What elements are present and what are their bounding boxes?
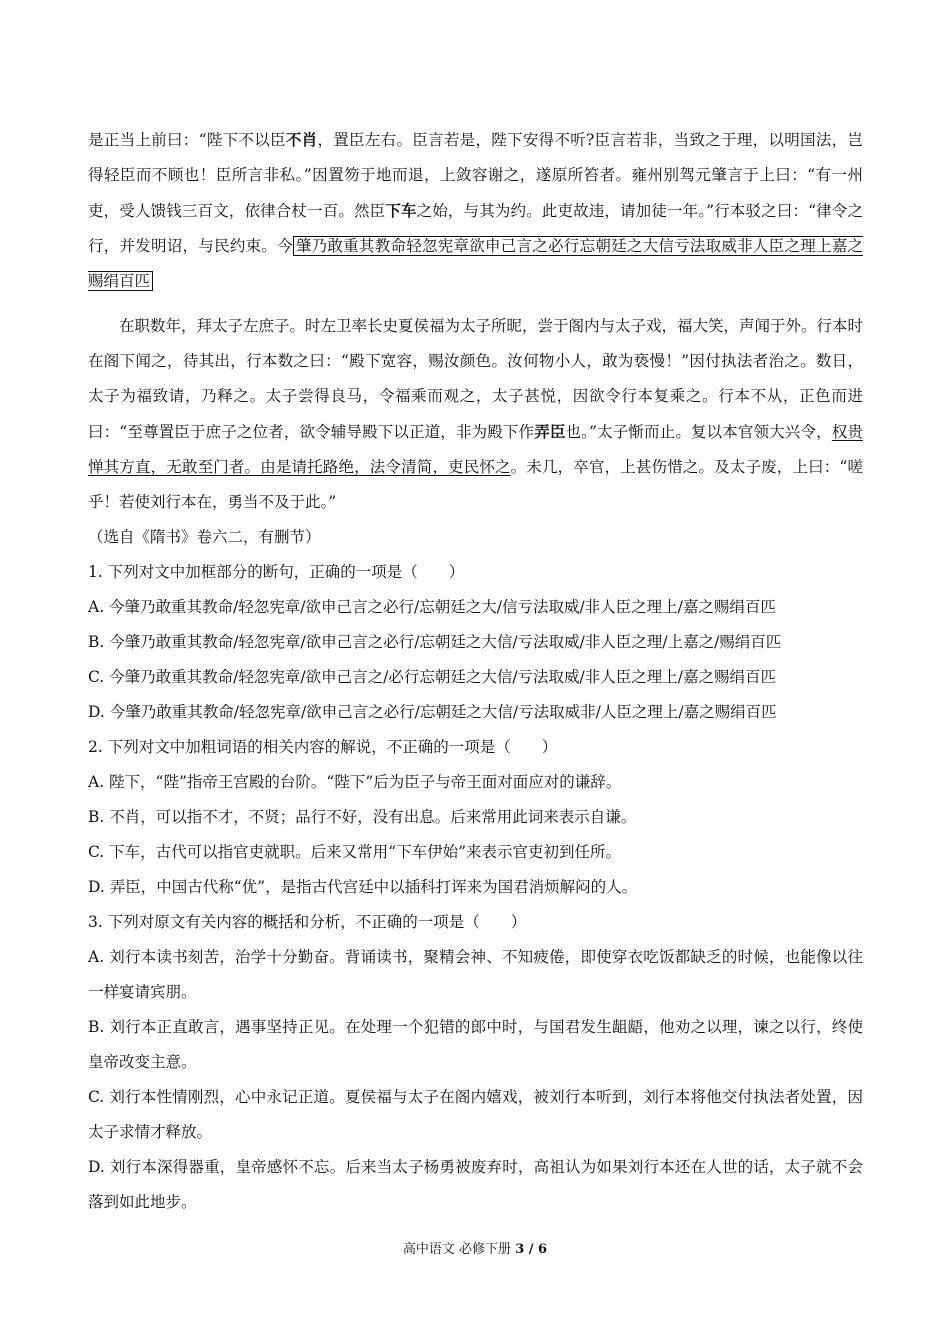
- page-number: 3 / 6: [515, 1242, 548, 1257]
- question-2: [88, 730, 863, 905]
- option-b: B. 刘行本正直敢言，遇事坚持正见。在处理一个犯错的郎中时，与国君发生龃龉，他劝之以理，谏之以行，终使皇帝改变主意。: [88, 1018, 863, 1071]
- boxed-sentence: 肇乃敢重其教命轻忽宪章欲申己言之必行忘朝廷之大信亏法取威非人臣之理上嘉之赐绢百匹: [88, 237, 863, 290]
- bold-term-xiache: 下车: [385, 201, 417, 220]
- option-c: C. 今肇乃敢重其教命/轻忽宪章/欲申己言之/必行忘朝廷之大信/亏法取威/非人臣之理上/嘉之赐绢百匹: [88, 668, 776, 686]
- option-a: A. 刘行本读书刻苦，治学十分勤奋。背诵读书，聚精会神、不知疲倦，即使穿衣吃饭都缺乏的时候，也能像以往一样宴请宾朋。: [88, 948, 863, 1001]
- passage-text: 在职数年，拜太子左庶子。时左卫率长史夏侯福为太子所昵，尝于阁内与太子戏，福大笑，声闻于外。行本时在阁下闻之，待其出，行本数之曰：“殿下宽容，赐汝颜色。汝何物小人，敢为亵慢！”因付执法者治之。数日，太子为福致请，乃释之。太子尝得良马，令福乘而观之，太子甚悦，因欲令行本复乘之。行本不从，正色而进曰：“至尊置臣于庶子之位者，欲令辅导殿下以正道，非为殿下作: [88, 317, 864, 441]
- option-d: D. 刘行本深得器重，皇帝感怀不忘。后来当太子杨勇被废弃时，高祖认为如果刘行本还在人世的话，太子就不会落到如此地步。: [88, 1158, 863, 1211]
- passage-text: 是正当上前曰：“陛下不以臣: [88, 131, 286, 149]
- bold-term-buxiao: 不肖: [285, 130, 318, 149]
- question-stem: 2. 下列对文中加粗词语的相关内容的解说，不正确的一项是（ ）: [88, 738, 558, 756]
- option-d: D. 今肇乃敢重其教命/轻忽宪章/欲申己言之必行/忘朝廷之大信/亏法取威非/人臣之理上/嘉之赐绢百匹: [88, 703, 777, 721]
- footer-label: 高中语文 必修下册: [402, 1242, 516, 1257]
- passage-text: 。未几，卒官，上甚伤惜之。及太子废，上曰：“嗟乎！若使刘行本在，勇当不及于此。”: [88, 458, 863, 511]
- page-content: [88, 122, 863, 1220]
- option-c: C. 刘行本性情刚烈，心中永记正道。夏侯福与太子在阁内嬉戏，被刘行本听到，刘行本将他交付执法者处置，因太子求情才释放。: [88, 1088, 863, 1141]
- bold-term-nongchen: 弄臣: [534, 422, 566, 441]
- option-a: A. 陛下，“陛”指帝王宫殿的台阶。“陛下”后为臣子与帝王面对面应对的谦辞。: [88, 773, 622, 791]
- option-d: D. 弄臣，中国古代称“优”，是指古代宫廷中以插科打诨来为国君消烦解闷的人。: [88, 878, 638, 896]
- question-1: [88, 555, 863, 730]
- option-b: B. 不肖，可以指不才，不贤；品行不好，没有出息。后来常用此词来表示自谦。: [88, 808, 637, 826]
- passage-text: ，置臣左右。臣言若是，陛下安得不听?臣言若非，当致之于理，以明国法，岂得轻臣而不顾也！臣所言非私。”因置笏于地而退，上敛容谢之，遂原所笞者。雍州别驾元肇言于上曰：“有一州吏，受人馈钱三百文，依律合杖一百。然臣: [88, 131, 863, 220]
- option-a: A. 今肇乃敢重其教命/轻忽宪章/欲申己言之必行/忘朝廷之大/信亏法取威/非人臣之理上/嘉之赐绢百匹: [88, 598, 776, 616]
- passage-paragraph-2: [88, 309, 863, 520]
- question-stem: 3. 下列对原文有关内容的概括和分析，不正确的一项是（ ）: [88, 913, 527, 931]
- passage-source: （选自《隋书》卷六二，有删节）: [88, 528, 321, 546]
- underlined-sentence: 权贵惮其方直，无敢至门者。由是请托路绝，法令清简，吏民怀之: [88, 423, 863, 476]
- option-c: C. 下车，古代可以指官吏就职。后来又常用“下车伊始”来表示官吏初到任所。: [88, 843, 622, 861]
- question-stem: 1. 下列对文中加框部分的断句，正确的一项是（ ）: [88, 563, 465, 581]
- passage-paragraph-1: [88, 122, 863, 299]
- passage-text: 也。”太子惭而止。复以本官领大兴令，: [565, 423, 832, 441]
- option-b: B. 今肇乃敢重其教命/轻忽宪章/欲申己言之必行/忘朝廷之大信/亏法取威/非人臣之理/上嘉之/赐绢百匹: [88, 633, 782, 651]
- passage-text: 之始，与其为约。此吏故违，请加徒一年。”行本驳之曰：“律令之行，并发明诏，与民约束。今: [88, 202, 863, 255]
- question-3: [88, 905, 863, 1220]
- page-footer: [0, 1240, 950, 1260]
